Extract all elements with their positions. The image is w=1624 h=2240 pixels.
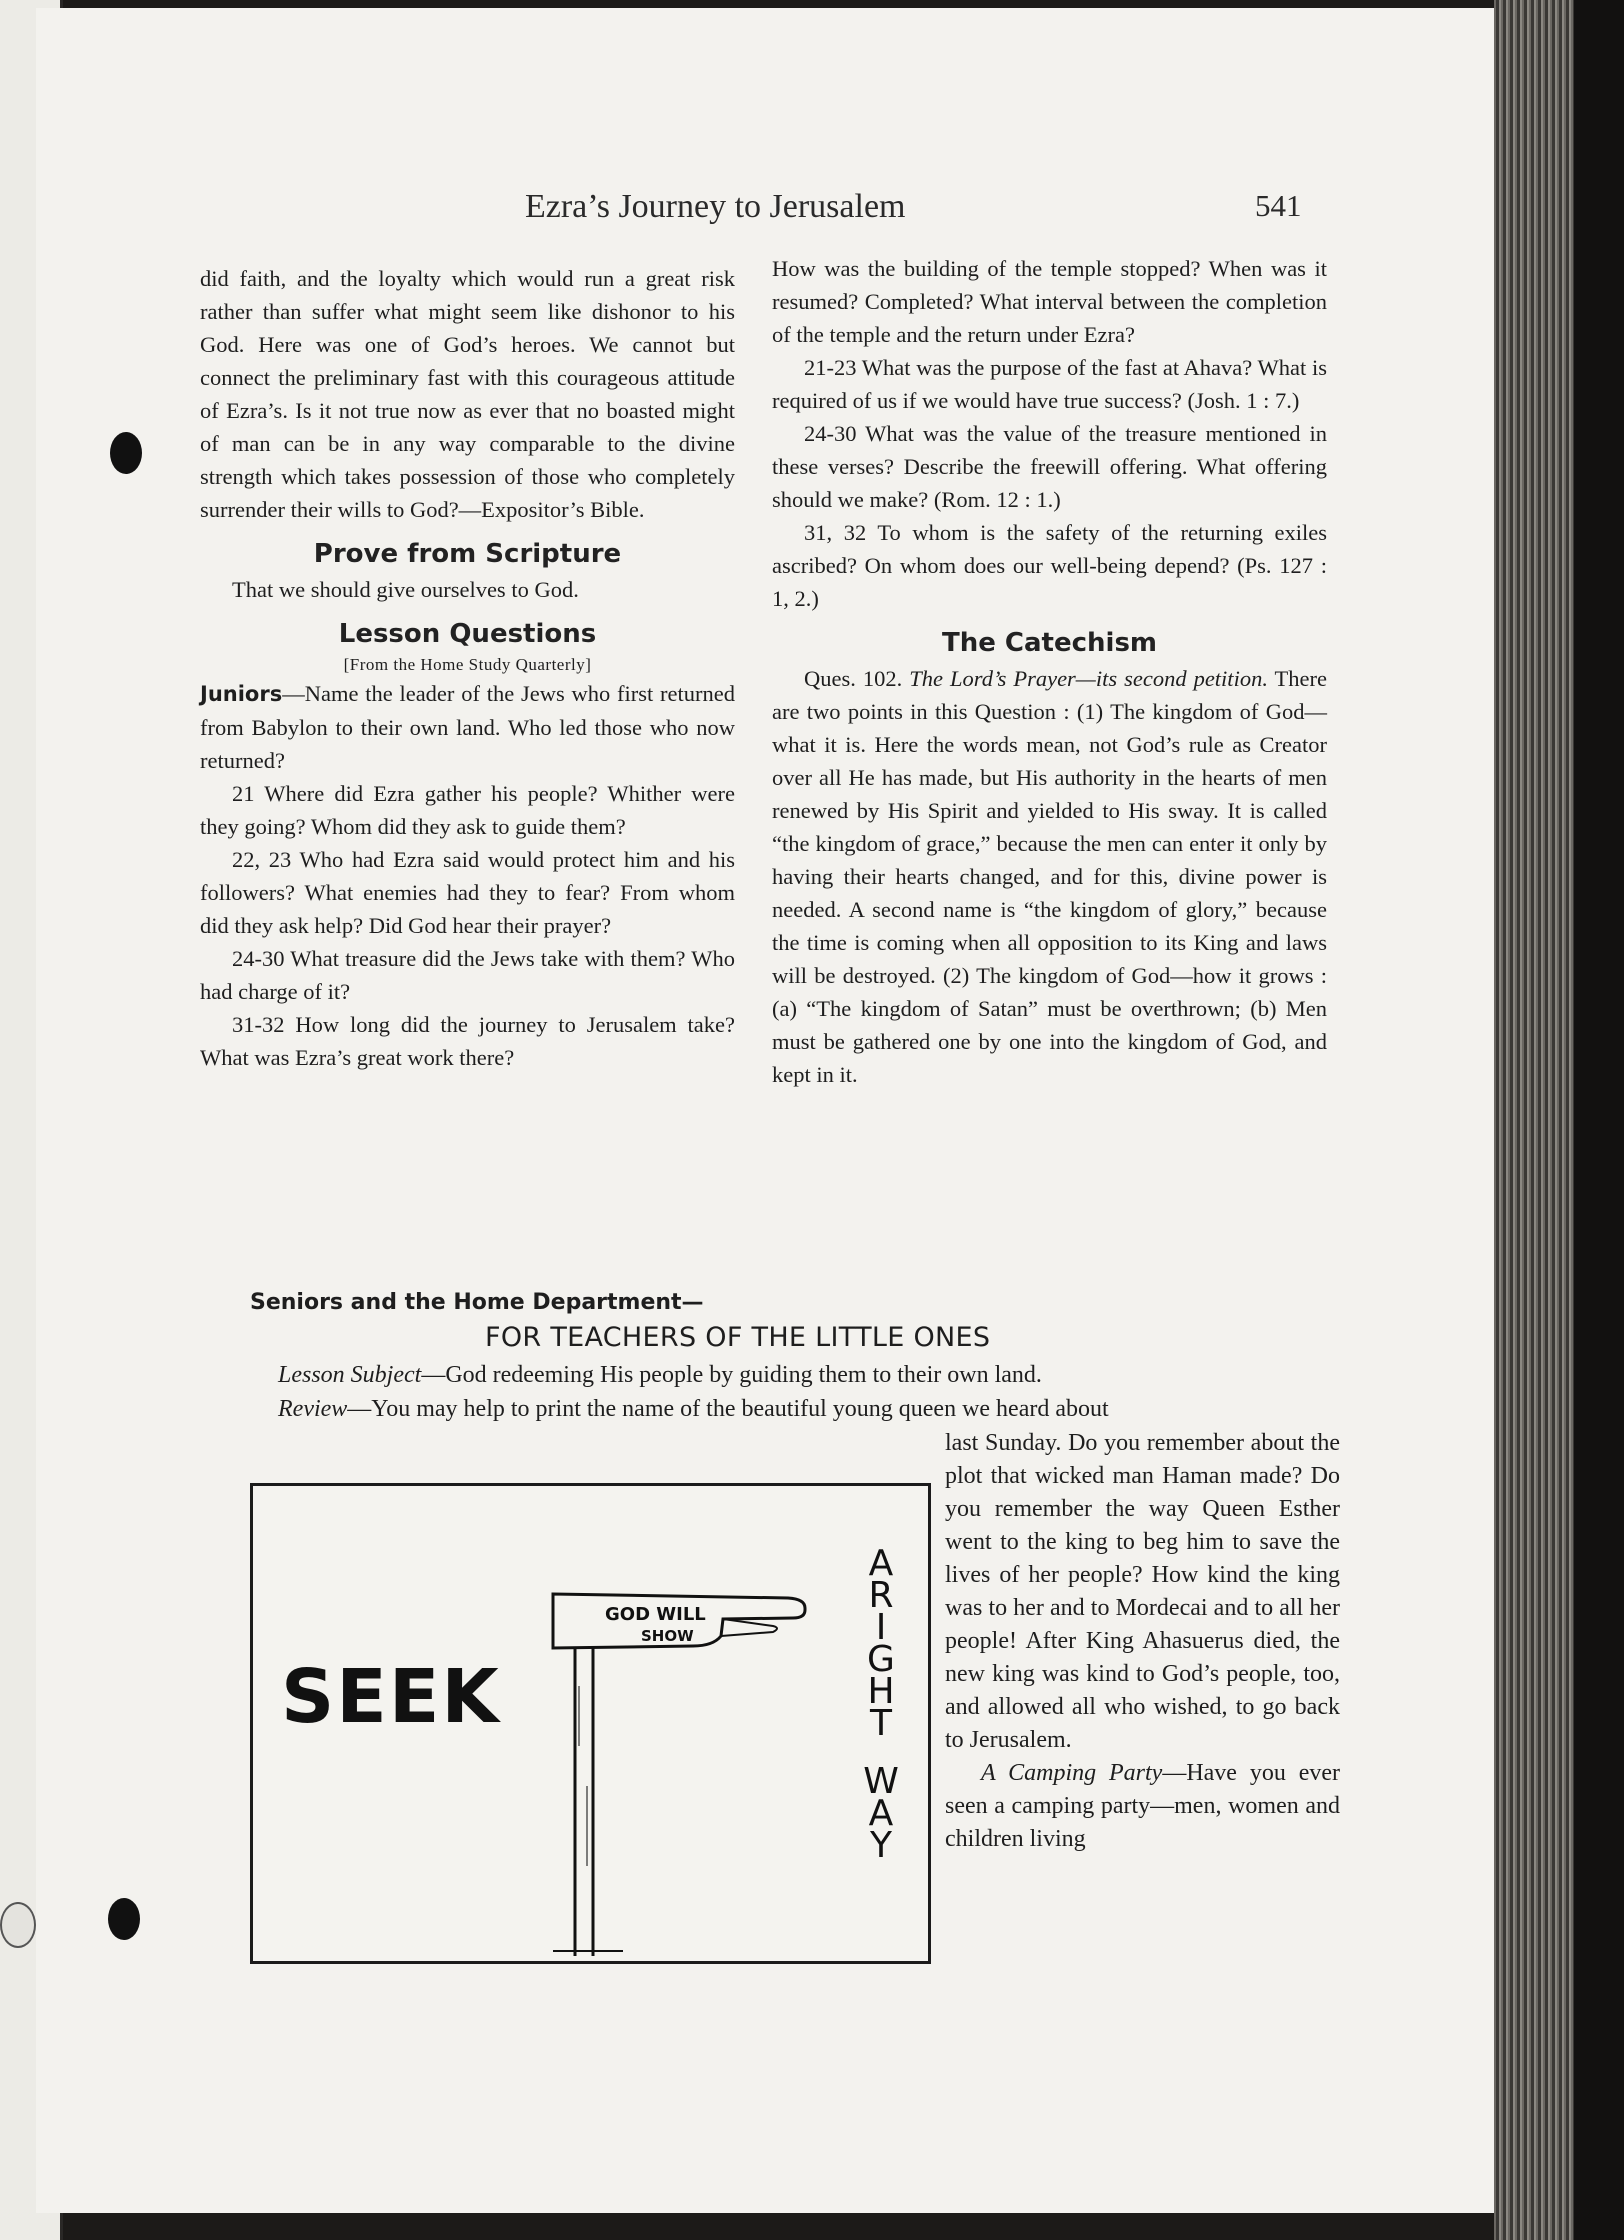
- paragraph: did faith, and the loyalty which would run a great risk rather than suffer what might seem like dishonor to his God. Here was one of God’s heroes. We cannot but connect the preliminary fast with this courageous attitude of Ezra’s. Is it not true now as ever that no boasted might of man can be in any way comparable to the divine strength which takes possession of those who completely surrender their wills to God?—Expositor’s Bible.: [200, 266, 735, 522]
- teachers-heading: FOR TEACHERS OF THE LITTLE ONES: [485, 1322, 991, 1353]
- sign-line2: SHOW: [641, 1627, 694, 1645]
- teachers-column: [945, 1427, 1340, 1856]
- running-header: Ezra’s Journey to Jerusalem: [525, 188, 906, 225]
- page-number: 541: [1255, 188, 1302, 223]
- question: 31, 32 To whom is the safety of the returning exiles ascribed? On whom does our well-being depend? (Ps. 127 : 1, 2.): [772, 520, 1327, 611]
- vertical-letter: G: [867, 1639, 895, 1680]
- question: 31-32 How long did the journey to Jerusalem take? What was Ezra’s great work there?: [200, 1012, 735, 1070]
- vertical-letter: H: [867, 1671, 895, 1712]
- juniors-label: Juniors: [200, 682, 283, 706]
- questions-source: [From the Home Study Quarterly]: [343, 655, 592, 674]
- seek-illustration: [250, 1483, 931, 1964]
- question: 22, 23 Who had Ezra said would protect him and his followers? What enemies had they to fear? From whom did they ask help? Did God hear their prayer?: [200, 847, 735, 938]
- review-text: —You may help to print the name of the beautiful young queen we heard about: [347, 1396, 1109, 1422]
- punch-hole-icon: [108, 1898, 140, 1940]
- question: 21-23 What was the purpose of the fast at Ahava? What is required of us if we would have true success? (Josh. 1 : 7.): [772, 355, 1327, 413]
- camping-paragraph: [945, 1757, 1340, 1856]
- vertical-letter: T: [870, 1703, 892, 1744]
- juniors-paragraph: [200, 677, 735, 777]
- catechism-text: [772, 662, 1327, 1091]
- ques-title: The Lord’s Prayer—its second petition.: [909, 666, 1268, 691]
- right-way-vertical: [861, 1543, 901, 1866]
- vertical-letter: A: [868, 1543, 894, 1584]
- question: 21 Where did Ezra gather his people? Whither were they going? Whom did they ask to guide them?: [200, 781, 735, 839]
- left-column: [200, 262, 735, 1074]
- seek-word: SEEK: [281, 1654, 501, 1740]
- page-edge: [1494, 0, 1574, 2240]
- question: 24-30 What treasure did the Jews take with them? Who had charge of it?: [200, 946, 735, 1004]
- punch-hole-icon: [0, 1902, 36, 1948]
- vertical-letter: I: [875, 1607, 887, 1648]
- vertical-letter: R: [868, 1575, 894, 1616]
- ques-text: There are two points in this Question : (1) The kingdom of God—what it is. Here the words mean, not God’s rule as Creator over all He has made, but His authority in the hearts of men renewed by His Spirit and yielded to His sway. It is called “the kingdom of grace,” because the men can enter it only by having their hearts changed, and for this, divine power is needed. A second name is “the kingdom of glory,” because the time is coming when all opposition to its King and laws will be destroyed. (2) The kingdom of God—how it grows : (a) “The kingdom of Satan” must be overthrown; (b) Men must be gathered one by one into the kingdom of God, and kept in it.: [772, 666, 1328, 1087]
- prove-text: That we should give ourselves to God.: [232, 577, 579, 602]
- juniors-text: —Name the leader of the Jews who first returned from Babylon to their own land. Who led those who now returned?: [200, 681, 735, 773]
- sign-line1: GOD WILL: [605, 1604, 706, 1625]
- vertical-letter: W: [863, 1761, 899, 1802]
- subject-text: —God redeeming His people by guiding them to their own land.: [421, 1362, 1042, 1388]
- question: 24-30 What was the value of the treasure mentioned in these verses? Describe the freewill offering. What offering should we make? (Rom. 12 : 1.): [772, 421, 1327, 512]
- camping-label: A Camping Party: [981, 1760, 1163, 1786]
- subject-label: Lesson Subject: [278, 1362, 422, 1388]
- review-label: Review: [278, 1396, 348, 1422]
- camping-text: —Have you ever seen a camping party—men, women and children living: [945, 1760, 1340, 1852]
- vertical-letter: A: [868, 1793, 894, 1834]
- right-column: [772, 252, 1327, 1091]
- vertical-letter: Y: [870, 1825, 892, 1866]
- punch-hole-icon: [110, 432, 142, 474]
- ques-label: Ques. 102.: [804, 666, 903, 691]
- review-line: [278, 1396, 1109, 1423]
- paragraph: last Sunday. Do you remember about the plot that wicked man Haman made? Do you remember the way Queen Esther went to the king to beg him to save the lives of her people? How kind the king was to her and to Mordecai and to all her people! After King Ahasuerus died, the new king was kind to God’s people, too, and allowed all who wished, to go back to Jerusalem.: [945, 1430, 1340, 1753]
- seniors-label: Seniors and the Home Department—: [250, 1290, 704, 1315]
- paragraph: How was the building of the temple stopped? When was it resumed? Completed? What interval between the completion of the temple and the return under Ezra?: [772, 256, 1327, 347]
- prove-heading: Prove from Scripture: [313, 539, 622, 569]
- questions-heading: Lesson Questions: [338, 619, 597, 649]
- catechism-heading: The Catechism: [941, 628, 1158, 658]
- scan-background: [1574, 0, 1624, 2240]
- lesson-subject: [278, 1362, 1042, 1389]
